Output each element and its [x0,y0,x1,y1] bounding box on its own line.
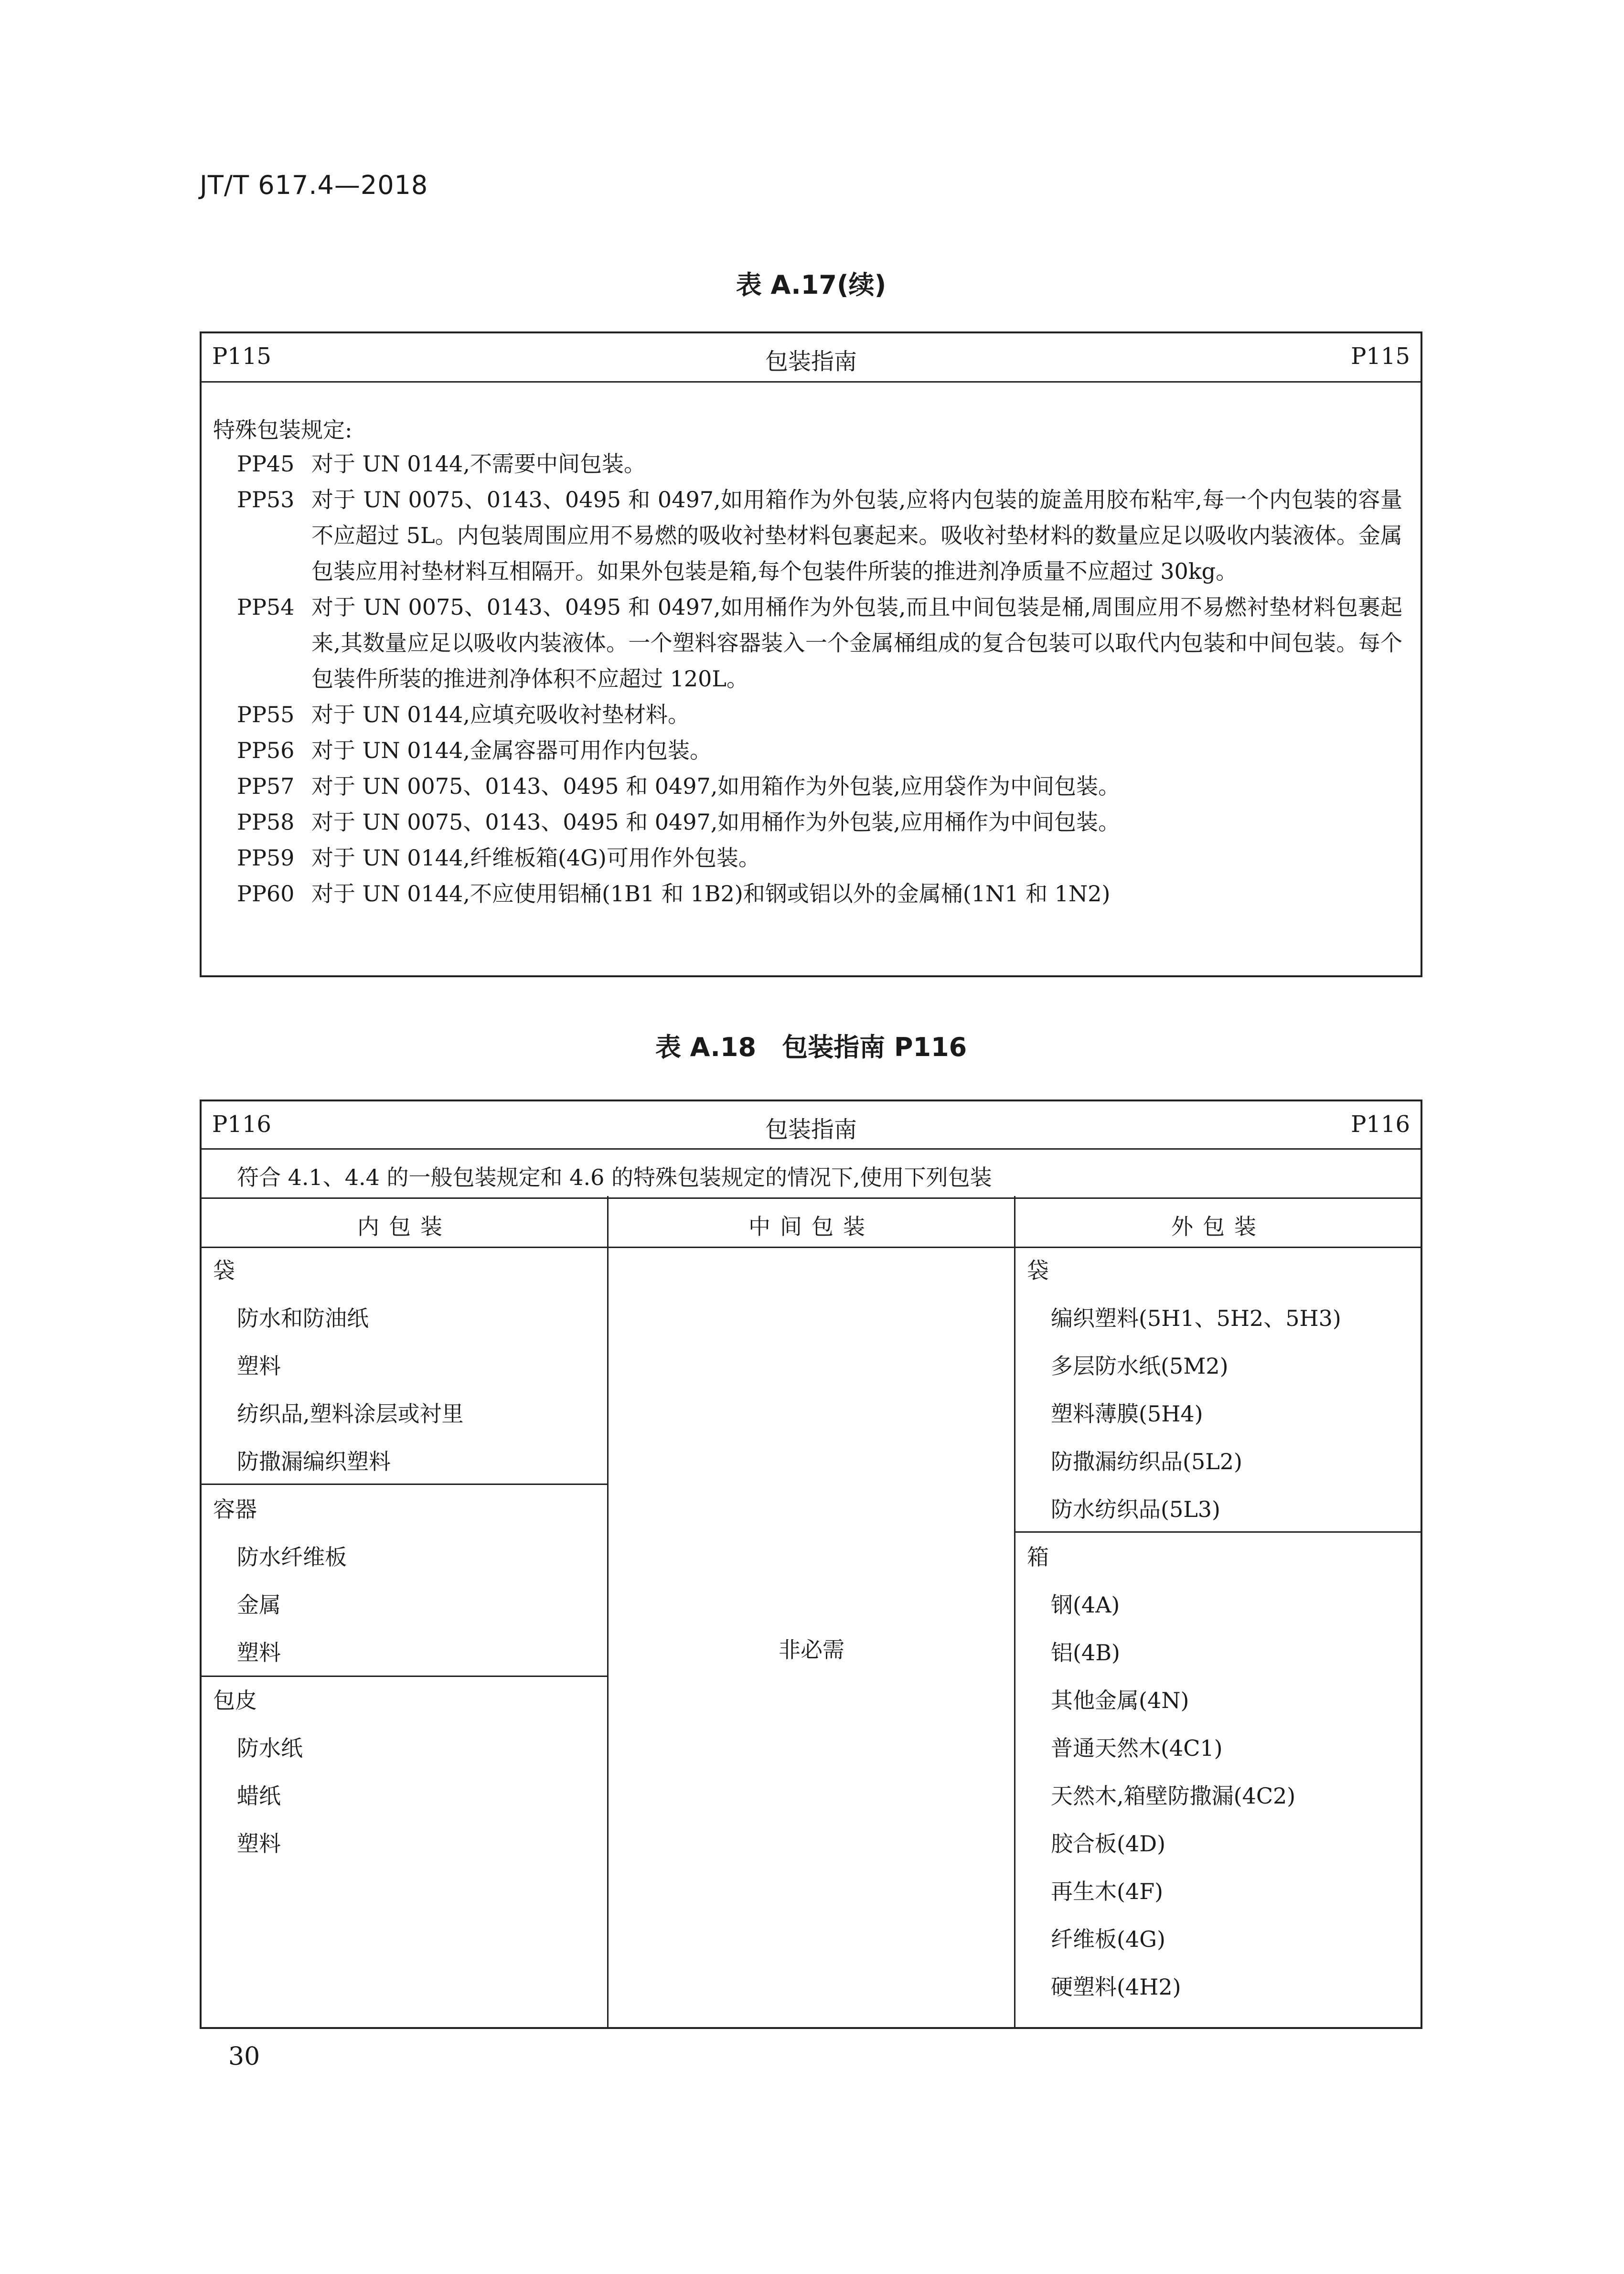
provision-item [237,804,1402,840]
outer-item: 纤维板(4G) [1051,1926,1165,1952]
table-a17-header-left: P115 [212,343,271,370]
outer-item: 硬塑料(4H2) [1051,1974,1181,2000]
provision-code: PP59 [237,845,295,871]
outer-item: 普通天然木(4C1) [1051,1735,1223,1761]
page-number: 30 [228,2042,260,2071]
outer-item: 再生木(4F) [1051,1879,1164,1904]
special-provisions-list [237,446,1402,912]
outer-item: 多层防水纸(5M2) [1051,1353,1229,1379]
column-divider [1014,1196,1015,2027]
provision-code: PP60 [237,881,295,907]
inner-group-title: 包皮 [213,1687,257,1713]
group-divider [1015,1531,1422,1533]
provision-item [237,482,1402,589]
outer-group-title: 袋 [1027,1258,1049,1283]
provision-item [237,589,1402,697]
outer-item: 铝(4B) [1051,1640,1120,1665]
outer-item: 胶合板(4D) [1051,1831,1166,1857]
inner-group-title: 容器 [213,1496,257,1522]
outer-item: 塑料薄膜(5H4) [1051,1401,1203,1427]
outer-item: 编织塑料(5H1、5H2、5H3) [1051,1305,1341,1331]
outer-item: 钢(4A) [1051,1592,1120,1618]
provision-code: PP55 [237,702,295,727]
provision-text: 对于 UN 0075、0143、0495 和 0497,如用桶作为外包装,而且中间包装是桶,周围应用不易燃衬垫材料包裹起来,其数量应足以吸收内装液体。一个塑料容器装入一个金属桶组成的复合包装可以取代内包装和中间包装。每个包装件所装的推进剂净体积不应超过 120L。 [311,594,1402,692]
column-headers [202,1199,1421,1248]
document-code: JT/T 617.4—2018 [200,170,428,200]
provision-text: 对于 UN 0075、0143、0495 和 0497,如用桶作为外包装,应用桶作为中间包装。 [311,809,1121,835]
provision-text: 对于 UN 0075、0143、0495 和 0497,如用箱作为外包装,应将内包装的旋盖用胶布粘牢,每一个内包装的容量不应超过 5L。内包装周围应用不易燃的吸收衬垫材料包裹起来。吸收衬垫材料的数量应足以吸收内装液体。金属包装应用衬垫材料互相隔开。如果外包装是箱,每个包装件所装的推进剂净质量不应超过 30kg。 [311,487,1402,584]
provision-text: 对于 UN 0144,不应使用铝桶(1B1 和 1B2)和钢或铝以外的金属桶(1N1 和 1N2) [311,881,1111,907]
provision-code: PP56 [237,737,295,763]
provision-text: 对于 UN 0144,纤维板箱(4G)可用作外包装。 [311,845,760,871]
table-a17-caption: 表 A.17(续) [736,270,887,300]
group-divider [202,1676,608,1677]
table-a18-header-left: P116 [212,1111,271,1138]
inner-item: 防水纤维板 [237,1544,347,1570]
column-header-inner: 内包装 [357,1214,452,1239]
provision-item [237,733,1402,769]
provision-text: 对于 UN 0144,金属容器可用作内包装。 [311,737,712,763]
table-a18-header-right: P116 [1351,1111,1410,1138]
inner-item: 纺织品,塑料涂层或衬里 [237,1401,464,1427]
inner-item: 金属 [237,1592,281,1618]
inner-item: 防水纸 [237,1735,303,1761]
table-a18 [200,1100,1422,2029]
intermediate-value: 非必需 [779,1637,844,1663]
outer-item: 防撒漏纺织品(5L2) [1051,1449,1242,1474]
table-a17-header-right: P115 [1351,343,1410,370]
column-header-outer: 外包装 [1171,1214,1266,1239]
provision-item [237,840,1402,876]
table-a18-header-center: 包装指南 [765,1116,857,1143]
table-a18-intro [202,1150,1421,1199]
table-a18-caption: 表 A.18 包装指南 P116 [655,1032,967,1062]
table-a17-header-center: 包装指南 [765,348,857,375]
outer-item: 防水纺织品(5L3) [1051,1496,1220,1522]
outer-group-title: 箱 [1027,1544,1049,1570]
inner-group-title: 袋 [213,1258,235,1283]
provision-text: 对于 UN 0144,不需要中间包装。 [311,451,646,477]
intro-text: 符合 4.1、4.4 的一般包装规定和 4.6 的特殊包装规定的情况下,使用下列包装 [237,1164,992,1190]
inner-item: 防撒漏编织塑料 [237,1449,391,1474]
outer-item: 天然木,箱壁防撒漏(4C2) [1051,1783,1296,1809]
provision-code: PP54 [237,594,295,620]
provision-text: 对于 UN 0144,应填充吸收衬垫材料。 [311,702,690,727]
provision-item [237,769,1402,804]
group-divider [202,1484,608,1485]
provision-code: PP57 [237,773,295,799]
inner-item: 蜡纸 [237,1783,281,1809]
column-header-intermediate: 中间包装 [748,1214,875,1239]
inner-item: 塑料 [237,1831,281,1857]
provision-text: 对于 UN 0075、0143、0495 和 0497,如用箱作为外包装,应用袋作为中间包装。 [311,773,1121,799]
column-divider [607,1196,609,2027]
inner-item: 塑料 [237,1353,281,1379]
provision-item [237,446,1402,482]
special-provisions-title: 特殊包装规定: [213,417,353,443]
table-a17-header [202,333,1421,383]
provision-item [237,697,1402,733]
provision-code: PP53 [237,487,295,512]
provision-code: PP45 [237,451,295,477]
inner-item: 塑料 [237,1640,281,1665]
inner-item: 防水和防油纸 [237,1305,369,1331]
outer-item: 其他金属(4N) [1051,1687,1189,1713]
table-a18-header [202,1101,1421,1150]
provision-code: PP58 [237,809,295,835]
provision-item [237,876,1402,912]
table-a17 [200,331,1422,977]
